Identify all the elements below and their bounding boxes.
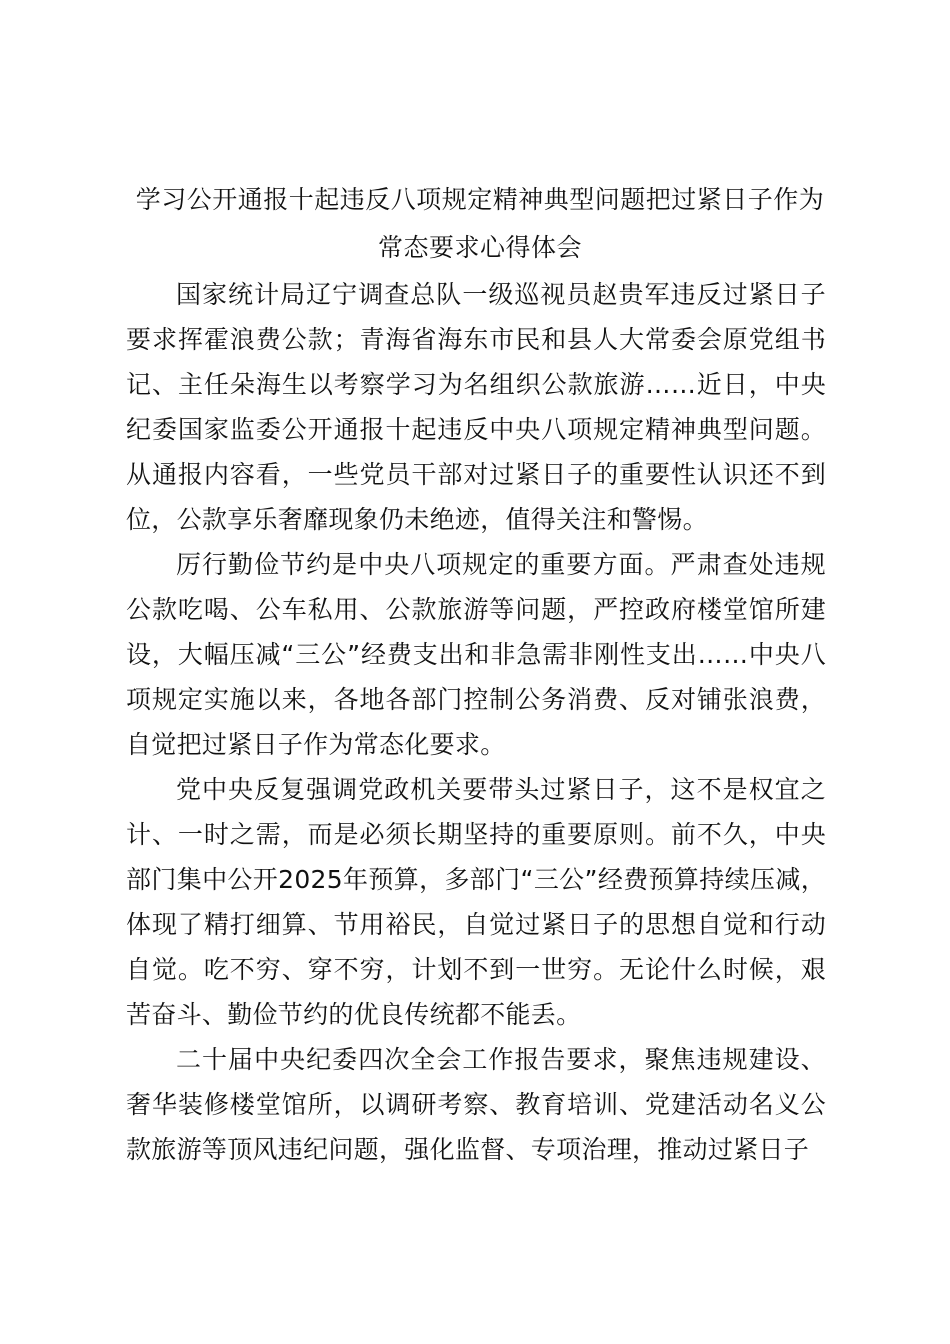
paragraph-3: 党中央反复强调党政机关要带头过紧日子，这不是权宜之计、一时之需，而是必须长期坚持的重要原则。前不久，中央部门集中公开2025年预算，多部门“三公”经费预算持续压减，体现了精打细算、节用裕民，自觉过紧日子的思想自觉和行动自觉。吃不穷、穿不穷，计划不到一世穷。无论什么时候，艰苦奋斗、勤俭节约的优良传统都不能丢。 xyxy=(126,775,826,1029)
document-title-line-2: 常态要求心得体会 xyxy=(377,233,582,262)
document-body xyxy=(126,272,826,1172)
paragraph-4: 二十届中央纪委四次全会工作报告要求，聚焦违规建设、奢华装修楼堂馆所，以调研考察、教育培训、党建活动名义公款旅游等顶风违纪问题，强化监督、专项治理，推动过紧日子 xyxy=(126,1045,826,1164)
paragraph-2: 厉行勤俭节约是中央八项规定的重要方面。严肃查处违规公款吃喝、公车私用、公款旅游等问题，严控政府楼堂馆所建设，大幅压减“三公”经费支出和非急需非刚性支出……中央八项规定实施以来，各地各部门控制公务消费、反对铺张浪费，自觉把过紧日子作为常态化要求。 xyxy=(126,550,826,759)
document-title-line-1: 学习公开通报十起违反八项规定精神典型问题把过紧日子作为 xyxy=(135,185,825,214)
paragraph-1: 国家统计局辽宁调查总队一级巡视员赵贵军违反过紧日子要求挥霍浪费公款；青海省海东市民和县人大常委会原党组书记、主任朵海生以考察学习为名组织公款旅游……近日，中央纪委国家监委公开通报十起违反中央八项规定精神典型问题。从通报内容看，一些党员干部对过紧日子的重要性认识还不到位，公款享乐奢靡现象仍未绝迹，值得关注和警惕。 xyxy=(126,280,826,534)
